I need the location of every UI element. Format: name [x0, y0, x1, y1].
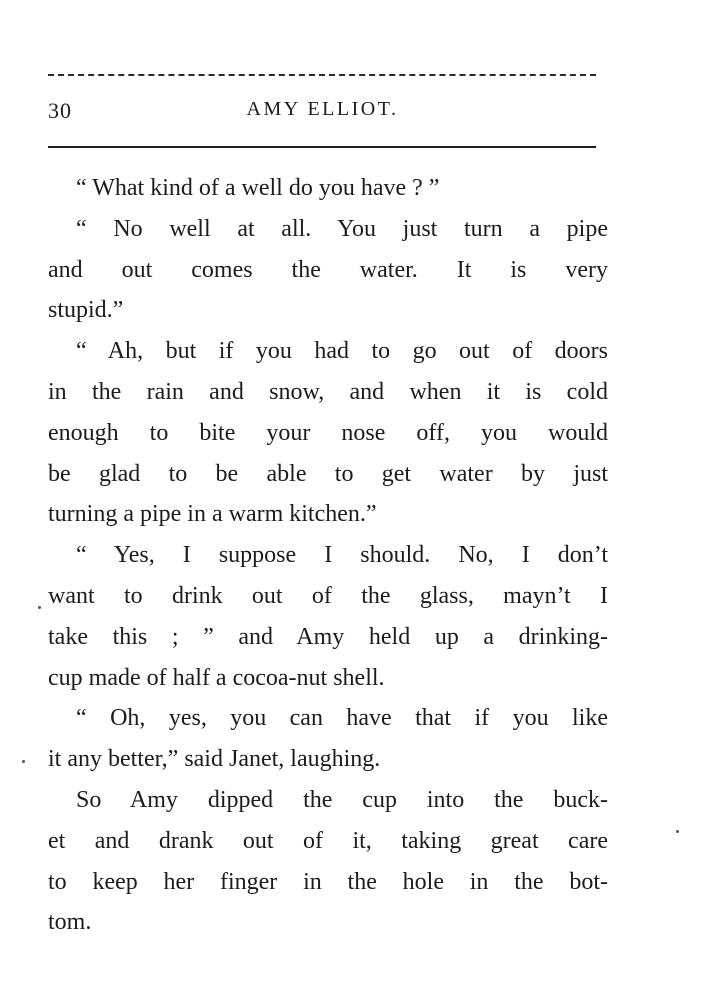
- text-line: “ Ah, but if you had to go out of doors: [76, 338, 608, 365]
- header-top-rule: [48, 74, 596, 76]
- text-line: “ What kind of a well do you have ? ”: [76, 175, 440, 201]
- text-line: “ Yes, I suppose I should. No, I don’t: [76, 542, 608, 569]
- text-line: enough to bite your nose off, you would: [48, 419, 608, 446]
- text-line: and out comes the water. It is very: [48, 256, 608, 283]
- text-line: to keep her finger in the hole in the bot-: [48, 868, 608, 895]
- paper-speck: [676, 830, 679, 833]
- text-line: be glad to be able to get water by just: [48, 460, 608, 487]
- text-line: want to drink out of the glass, mayn’t I: [48, 582, 608, 609]
- text-line: take this ; ” and Amy held up a drinking-: [48, 623, 608, 650]
- text-line: So Amy dipped the cup into the buck-: [76, 786, 608, 813]
- text-line: it any better,” said Janet, laughing.: [48, 746, 381, 773]
- paper-speck: [38, 606, 41, 609]
- body-text: [48, 168, 608, 943]
- text-line: “ Oh, yes, you can have that if you like: [76, 705, 608, 732]
- text-line: “ No well at all. You just turn a pipe: [76, 215, 608, 242]
- header-bottom-rule: [48, 146, 596, 148]
- paper-speck: [22, 760, 25, 763]
- text-line: cup made of half a cocoa-nut shell.: [48, 664, 385, 691]
- text-line: turning a pipe in a warm kitchen.”: [48, 501, 377, 528]
- text-line: tom.: [48, 909, 92, 936]
- page-number: 30: [48, 98, 72, 123]
- text-line: stupid.”: [48, 297, 124, 324]
- running-title: AMY ELLIOT.: [246, 98, 399, 120]
- text-line: in the rain and snow, and when it is cold: [48, 378, 608, 405]
- text-line: et and drank out of it, taking great care: [48, 827, 608, 854]
